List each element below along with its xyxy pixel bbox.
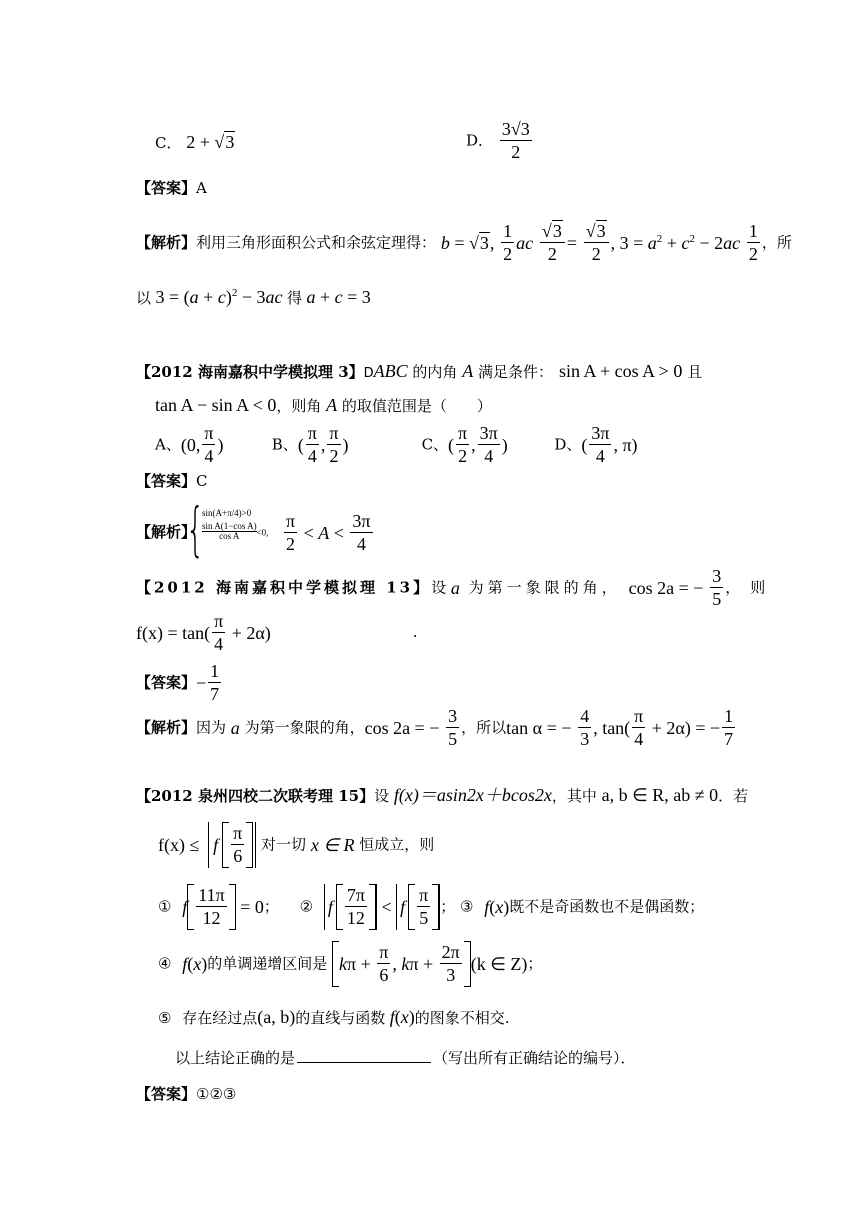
q4-item-5: ⑤ 存在经过点(a, b)的直线与函数 f(x)的图象不相交. (158, 1007, 510, 1027)
q4-stem: 【2012 泉州四校二次联考理 15】设 f(x)＝asin2x＋bcos2x，其中 a, b ∈ R, ab ≠ 0．若 (136, 785, 749, 805)
option-d: D、( $\frac{3\pi}{4}$ , π) (554, 423, 638, 466)
q4-items-1-3 (158, 884, 704, 930)
q2-system: sin(A+π/4)>0 $\frac{\text{sin A(1−cos A)}}{\text{cos A}}$ <0, (202, 508, 269, 541)
q4-answer (136, 1087, 236, 1102)
item-3: ③ f(x)既不是奇函数也不是偶函数； (460, 897, 705, 917)
option-d-frac: $\frac{3√3}{2}$ (501, 119, 530, 162)
q2-stem-line2: tan A − sin A < 0，则角 A 的取值范围是（ ） (155, 395, 492, 415)
q2-stem: 【2012 海南嘉积中学模拟理 3】DABC 的内角 A 满足条件： sin A + cos A > 0 且 (136, 361, 703, 381)
option-b: B、( $\frac{\pi}{4}$ , $\frac{\pi}{2}$ ) (271, 423, 349, 466)
answer-label: 【答案】 (136, 673, 197, 692)
source-tag: 【2012 泉州四校二次联考理 15】 (136, 787, 375, 805)
q3-analysis: 【解析】因为 a 为第一象限的角，cos 2a = − $\frac{3}{5}$ ，所以tan α = − $\frac{4}{3}$ , tan( $\frac{\pi}{4}$ + 2α) = − $\frac{1}{7}$ (136, 706, 734, 749)
answer-label: 【答案】 (136, 472, 197, 490)
item-1: ① f $\frac{11\pi}{12}$ = 0； (158, 885, 279, 928)
analysis-label: 【解析】 (136, 233, 197, 252)
option-c-expr: 2 + √3 (186, 132, 235, 152)
source-tag: 【2012 海南嘉积中学模拟理 3】 (136, 363, 364, 381)
analysis-label: 【解析】 (136, 718, 197, 737)
answer-value: C (196, 472, 208, 490)
answer-value: ①②③ (196, 1085, 237, 1103)
option-a: A、(0, $\frac{\pi}{4}$ ) (155, 423, 224, 466)
q4-condition: f(x) ≤ f $\frac{\pi}{6}$ 对一切 x ∈ R 恒成立，则 (158, 823, 435, 866)
answer-label: 【答案】 (136, 179, 197, 197)
option-c: C、( $\frac{\pi}{2}$ , $\frac{3\pi}{4}$ ) (421, 423, 508, 466)
q1-analysis-line2: 以 $3 = (a + c)^2 - 3ac$ 得 a + c = 3 (136, 287, 371, 307)
q3-stem: 【2012 海南嘉积中学模拟理 13】设 a 为第一象限的角， cos 2a = − $\frac{3}{5}$ ，则 (136, 566, 776, 609)
option-d (466, 120, 534, 162)
option-label: D． (466, 131, 494, 150)
q1-answer (136, 181, 207, 196)
answer-label: 【答案】 (136, 1085, 197, 1103)
q2-options (155, 424, 638, 466)
q2-answer (136, 474, 208, 489)
source-tag: 【2012 海南嘉积中学模拟理 13】 (136, 578, 432, 597)
answer-value: $\frac{1}{7}$ (210, 661, 220, 704)
q4-item-4: ④ f(x)的单调递增区间是 kπ + $\frac{\pi}{6}$ , kπ + $\frac{2\pi}{3}$ (k ∈ Z)； (158, 942, 543, 985)
item-2: ② f $\frac{7\pi}{12}$ < f $\frac{\pi}{5}$ ； (299, 885, 456, 928)
option-label: C． (155, 134, 182, 152)
q3-function: f(x) = tan( $\frac{\pi}{4}$ + 2α) . (136, 611, 418, 654)
answer-value: A (196, 179, 207, 197)
answer-blank[interactable] (297, 1062, 431, 1063)
option-c (155, 133, 235, 151)
q4-closing: 以上结论正确的是 （写出所有正确结论的编号）． (175, 1049, 636, 1067)
q3-answer: 【答案】− $\frac{1}{7}$ (136, 661, 220, 704)
q1-analysis: 【解析】利用三角形面积公式和余弦定理得： b = √3, $\frac{1}{2}$ ac $\frac{√3}{2}$ = $\frac{√3}{2}$ , $3 = a^2 + c^2 - 2ac$ $\frac{1}{2}$ ，所 (136, 221, 792, 264)
q2-range: $\frac{\pi}{2}$ < A < $\frac{3\pi}{4}$ (286, 511, 371, 554)
analysis-label: 【解析】 (136, 523, 197, 541)
system-brace: { (186, 495, 205, 563)
